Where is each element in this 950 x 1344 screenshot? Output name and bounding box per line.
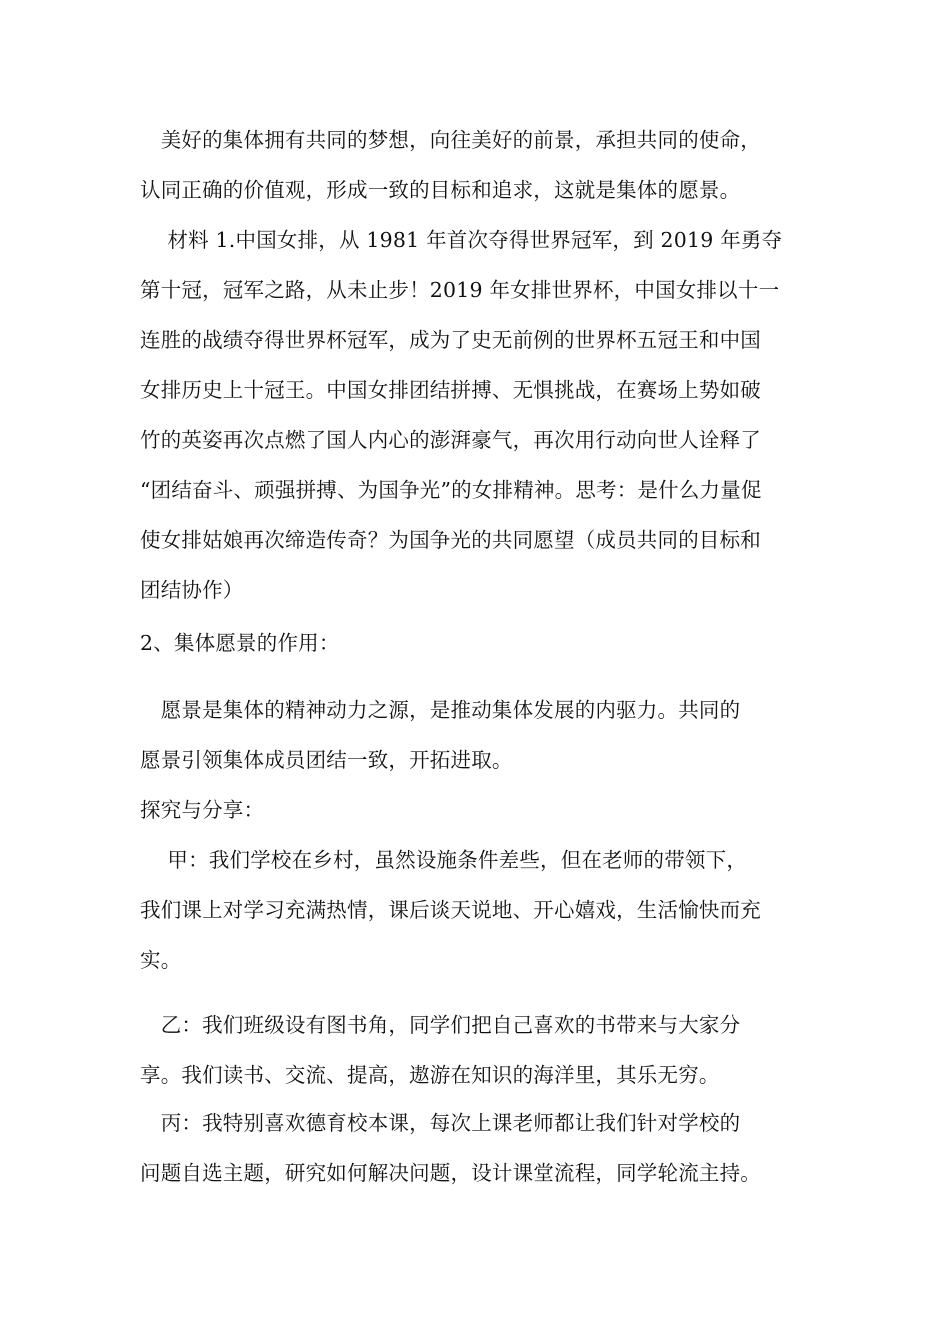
section-heading — [140, 618, 820, 668]
text-line: 乙：我们班级设有图书角，同学们把自己喜欢的书带来与大家分 — [140, 1013, 741, 1037]
text-line: 使女排姑娘再次缔造传奇？为国争光的共同愿望（成员共同的目标和 — [140, 528, 761, 552]
text-line: 2、集体愿景的作用： — [140, 631, 340, 655]
paragraph-collective-vision — [140, 115, 820, 215]
text-line: 愿景引领集体成员团结一致，开拓进取。 — [140, 748, 513, 772]
text-line: 团结协作） — [140, 578, 244, 602]
text-line: 材料 1.中国女排，从 1981 年首次夺得世界冠军，到 2019 年勇夺 — [140, 228, 783, 252]
text-line: 我们课上对学习充满热情，课后谈天说地、开心嬉戏，生活愉快而充 — [140, 898, 761, 922]
paragraph-vision-role — [140, 685, 820, 785]
text-line: 美好的集体拥有共同的梦想，向往美好的前景，承担共同的使命， — [140, 128, 761, 152]
paragraph-material-1 — [140, 215, 820, 615]
text-line: 女排历史上十冠王。中国女排团结拼搏、无惧挑战，在赛场上势如破 — [140, 378, 761, 402]
paragraph-jia — [140, 835, 820, 985]
explore-share-heading — [140, 785, 820, 835]
text-line: 问题自选主题，研究如何解决问题，设计课堂流程，同学轮流主持。 — [140, 1161, 761, 1185]
paragraph-yi — [140, 1000, 820, 1100]
text-line: 甲：我们学校在乡村，虽然设施条件差些，但在老师的带领下， — [140, 848, 748, 872]
text-line: 享。我们读书、交流、提高，遨游在知识的海洋里，其乐无穷。 — [140, 1063, 720, 1087]
text-line: 丙：我特别喜欢德育校本课，每次上课老师都让我们针对学校的 — [140, 1111, 741, 1135]
text-line: 第十冠，冠军之路，从未止步！2019 年女排世界杯，中国女排以十一 — [140, 278, 780, 302]
text-line: 实。 — [140, 948, 182, 972]
text-line: 认同正确的价值观，形成一致的目标和追求，这就是集体的愿景。 — [140, 178, 741, 202]
paragraph-bing — [140, 1098, 820, 1198]
text-line: 愿景是集体的精神动力之源，是推动集体发展的内驱力。共同的 — [140, 698, 741, 722]
text-line: 竹的英姿再次点燃了国人内心的澎湃豪气，再次用行动向世人诠释了 — [140, 428, 761, 452]
text-line: 探究与分享： — [140, 798, 265, 822]
text-line: 连胜的战绩夺得世界杯冠军，成为了史无前例的世界杯五冠王和中国 — [140, 328, 761, 352]
text-line: “团结奋斗、顽强拼搏、为国争光”的女排精神。思考：是什么力量促 — [140, 478, 762, 502]
